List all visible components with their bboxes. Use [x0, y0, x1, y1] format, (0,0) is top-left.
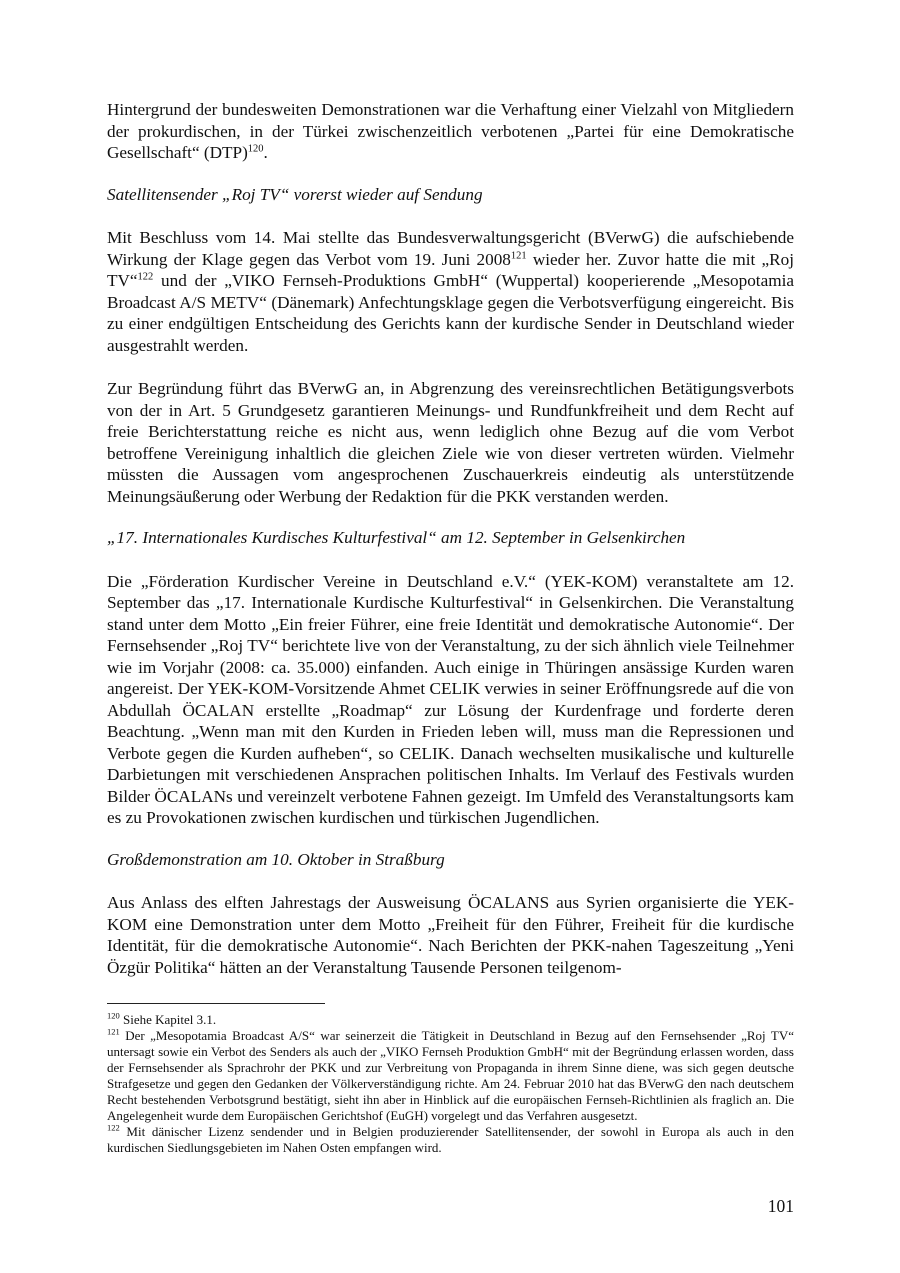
section-heading-strassburg: Großdemonstration am 10. Oktober in Straßburg — [107, 849, 445, 869]
page-number: 101 — [767, 1196, 794, 1216]
paragraph-kulturfestival: Die „Förderation Kurdischer Vereine in Deutschland e.V.“ (YEK-KOM) veranstaltete am 12. September das „17. Internationale Kurdische Kulturfestival“ in Gelsenkirchen. Die Veranstaltung stand unter dem Motto „Ein freier Führer, eine freie Identität und demokratische Autonomie“. Der Fernsehsender „Roj TV“ berichtete live von der Veranstaltung, zu der sich ähnlich viele Teilnehmer wie im Vorjahr (2008: ca. 35.000) einfanden. Auch einige in Thüringen ansässige Kurden waren angereist. Der YEK-KOM-Vorsitzende Ahmet CELIK verwies in seiner Eröffnungsrede auf die von Abdullah ÖCALAN erstellte „Roadmap“ zur Lösung der Kurdenfrage und forderte deren Beachtung. „Wenn man mit den Kurden in Frieden leben will, muss man die Repressionen und Verbote gegen die Kurden aufheben“, so CELIK. Danach wechselten musikalische und kulturelle Darbietungen mit verschiedenen Ansprachen politischen Inhalts. Im Verlauf des Festivals wurden Bilder ÖCALANs und vereinzelt verbotene Fahnen gezeigt. Im Umfeld des Veranstaltungsorts kam es zu Provokationen zwischen kurdischen und türkischen Jugendlichen. — [107, 571, 794, 827]
footnote-divider — [107, 1003, 325, 1004]
footnote-120: $^{120}$ Siehe Kapitel 3.1. — [107, 1010, 217, 1027]
footnote-121: $^{121}$ Der „Mesopotamia Broadcast A/S“ war seinerzeit die Tätigkeit in Deutschland in Bezug auf den Fernsehsender „Roj TV“ untersagt sowie ein Verbot des Senders als auch der „VIKO Fernseh Produktion GmbH“ mit der Begründung erlassen worden, dass der Fernsehsender als Sprachrohr der PKK und zur Verbreitung von Propaganda in ihrem Sinne diene, was sich gegen deutsche Strafgesetze und gegen den Gedanken der Völkerverständigung richte. Am 24. Februar 2010 hat das BVerwG den nach deutschem Recht bestehenden Verbotsgrund bestätigt, sieht ihn aber in Hinblick auf die europäischen Fernseh-Richtlinien als fraglich an. Die Angelegenheit wurde dem Europäischen Gerichtshof (EuGH) vorgelegt und das Verfahren ausgesetzt. — [107, 1026, 794, 1123]
paragraph-bverwg-decision: Mit Beschluss vom 14. Mai stellte das Bundesverwaltungsgericht (BVerwG) die aufschiebende Wirkung der Klage gegen das Verbot vom 19. Juni 2008$^{121}$ wieder her. Zuvor hatte die mit „Roj TV“$^{122}$ und der „VIKO Fernseh-Produktions GmbH“ (Wuppertal) kooperierende „Mesopotamia Broadcast A/S METV“ (Dänemark) Anfechtungsklage gegen die Verbotsverfügung eingereicht. Bis zu einer endgültigen Entscheidung des Gerichts kann der kurdische Sender in Deutschland wieder ausgestrahlt werden. — [107, 228, 795, 355]
main-text — [107, 99, 794, 978]
footnote-ref-120[interactable]: 120 — [247, 143, 264, 155]
paragraph-bverwg-reasoning: Zur Begründung führt das BVerwG an, in Abgrenzung des vereinsrechtlichen Betätigungsverbots von der in Art. 5 Grundgesetz garantieren Meinungs- und Rundfunkfreiheit und dem Recht auf freie Berichterstattung reiche es nicht aus, wenn lediglich ohne Bezug auf die vom Verbot betroffene Vereinigung inhaltlich die gleichen Ziele wie von dieser vertreten würden. Vielmehr müssten die Aussagen vom angesprochenen Zuschauerkreis eindeutig als unterstützende Meinungsäußerung oder Werbung der Redaktion für die PKK verstanden werden. — [107, 379, 794, 506]
paragraph-dtp-arrests: Hintergrund der bundesweiten Demonstrationen war die Verhaftung einer Vielzahl von Mitgliedern der prokurdischen, in der Türkei zwischenzeitlich verbotenen „Partei für eine Demokratische Gesellschaft“ (DTP)$^{120}$. — [107, 100, 794, 162]
footnotes — [107, 1012, 794, 1156]
section-heading-kulturfestival: „17. Internationales Kurdisches Kulturfestival“ am 12. September in Gelsenkirchen — [107, 528, 686, 547]
section-heading-roj-tv: Satellitensender „Roj TV“ vorerst wieder auf Sendung — [107, 184, 483, 204]
paragraph-strassburg-demo: Aus Anlass des elften Jahrestags der Ausweisung ÖCALANS aus Syrien organisierte die YEK-KOM eine Demonstration unter dem Motto „Freiheit für den Führer, Freiheit für die kurdische Identität, für die demokratische Autonomie“. Nach Berichten der PKK-nahen Tageszeitung „Yeni Özgür Politika“ hätten an der Veranstaltung Tausende Personen teilgenom- — [107, 893, 794, 977]
footnote-ref-122[interactable]: 122 — [137, 271, 154, 283]
footnote-122: $^{122}$ Mit dänischer Lizenz sendender und in Belgien produzierender Satellitensender, der sowohl in Europa als auch in den kurdischen Siedlungsgebieten im Nahen Osten empfangen wird. — [107, 1122, 794, 1155]
footnote-ref-121[interactable]: 121 — [510, 249, 527, 261]
